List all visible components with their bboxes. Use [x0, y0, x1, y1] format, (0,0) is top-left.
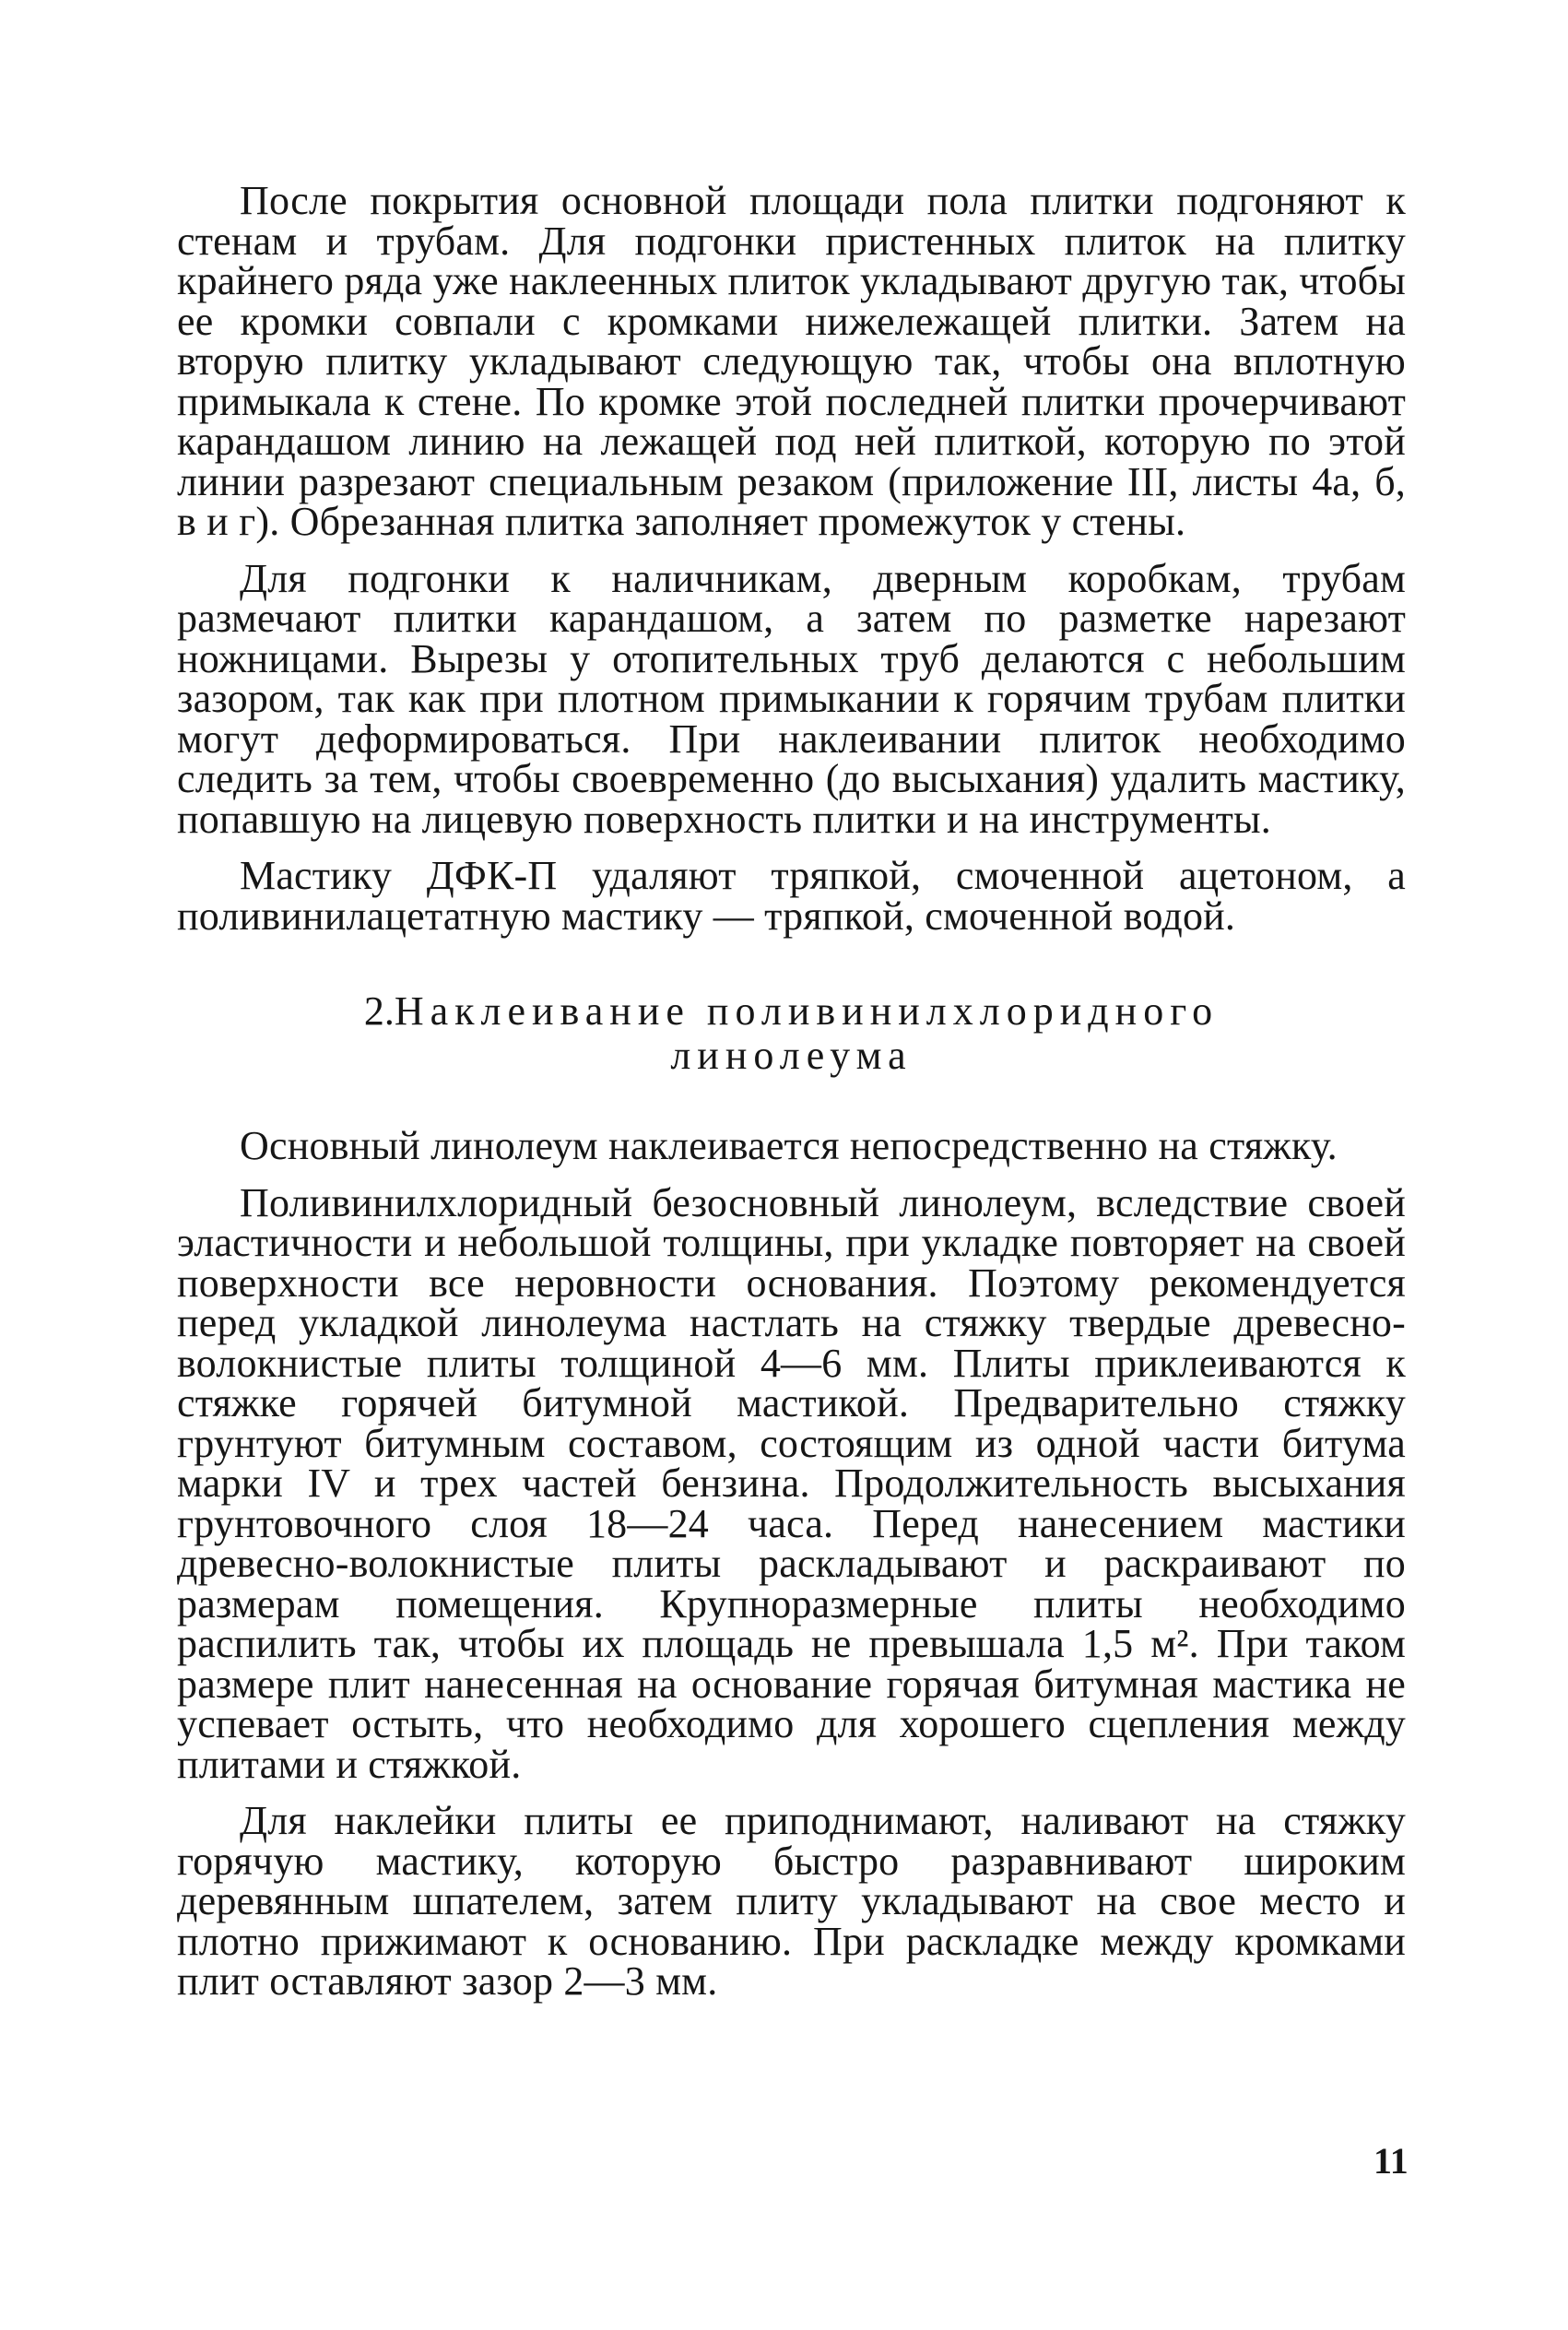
paragraph-plate-gluing: Для наклейки плиты ее приподнимают, наливают на стяжку горячую мастику, которую быстро разравнивают широким деревянным шпателем, затем плиту укладывают на свое место и плотно прижимают к основанию. При раскладке между кромками плит оставляют зазор 2—3 мм.: [177, 1798, 1406, 2004]
page-body: [177, 178, 1406, 2018]
section-number: 2.: [363, 988, 395, 1034]
page-number: 11: [1373, 2140, 1409, 2182]
paragraph-mastic-removal: Мастику ДФК-П удаляют тряпкой, смоченной ацетоном, а поливинилацетатную мастику — тряпкой, смоченной водой.: [177, 853, 1406, 939]
section-title-line2: линолеума: [670, 1033, 913, 1078]
paragraph-door-frames: Для подгонки к наличникам, дверным коробкам, трубам размечают плитки карандашом, а затем по разметке нарезают ножницами. Вырезы у отопительных труб делаются с небольшим зазором, так как при плотном примыкании к горячим трубам плитки могут деформироваться. При наклеивании плиток необходимо следить за тем, чтобы своевременно (до высыхания) удалить мастику, попавшую на лицевую поверхность плитки и на инструменты.: [177, 555, 1406, 842]
section-heading: [177, 989, 1406, 1078]
paragraph-base-linoleum: Основный линолеум наклеивается непосредственно на стяжку.: [240, 1123, 1338, 1168]
paragraph-pvc-linoleum: Поливинилхлоридный безосновный линолеум, вследствие своей эластичности и небольшой толщины, при укладке повторяет на своей поверхности все неровности основания. Поэтому рекомендуется перед укладкой линолеума настлать на стяжку твердые древесно-волокнистые плиты толщиной 4—6 мм. Плиты приклеиваются к стяжке горячей битумной мастикой. Предварительно стяжку грунтуют битумным составом, состоящим из одной части битума марки IV и трех частей бензина. Продолжительность высыхания грунтовочного слоя 18—24 часа. Перед нанесением мастики древесно-волокнистые плиты раскладывают и раскраивают по размерам помещения. Крупноразмерные плиты необходимо распилить так, чтобы их площадь не превышала 1,5 м². При таком размере плит нанесенная на основание горячая битумная мастика не успевает остыть, что необходимо для хорошего сцепления между плитами и стяжкой.: [177, 1179, 1406, 1787]
paragraph-tile-fitting: После покрытия основной площади пола плитки подгоняют к стенам и трубам. Для подгонки пристенных плиток на плитку крайнего ряда уже наклеенных плиток укладывают другую так, чтобы ее кромки совпали с кромками нижележащей плитки. Затем на вторую плитку укладывают следующую так, чтобы она вплотную примыкала к стене. По кромке этой последней плитки прочерчивают карандашом линию на лежащей под ней плиткой, которую по этой линии разрезают специальным резаком (приложение III, листы 4а, б, в и г). Обрезанная плитка заполняет промежуток у стены.: [177, 178, 1406, 544]
section-title-line1: Наклеивание поливинилхлоридного: [394, 988, 1220, 1034]
